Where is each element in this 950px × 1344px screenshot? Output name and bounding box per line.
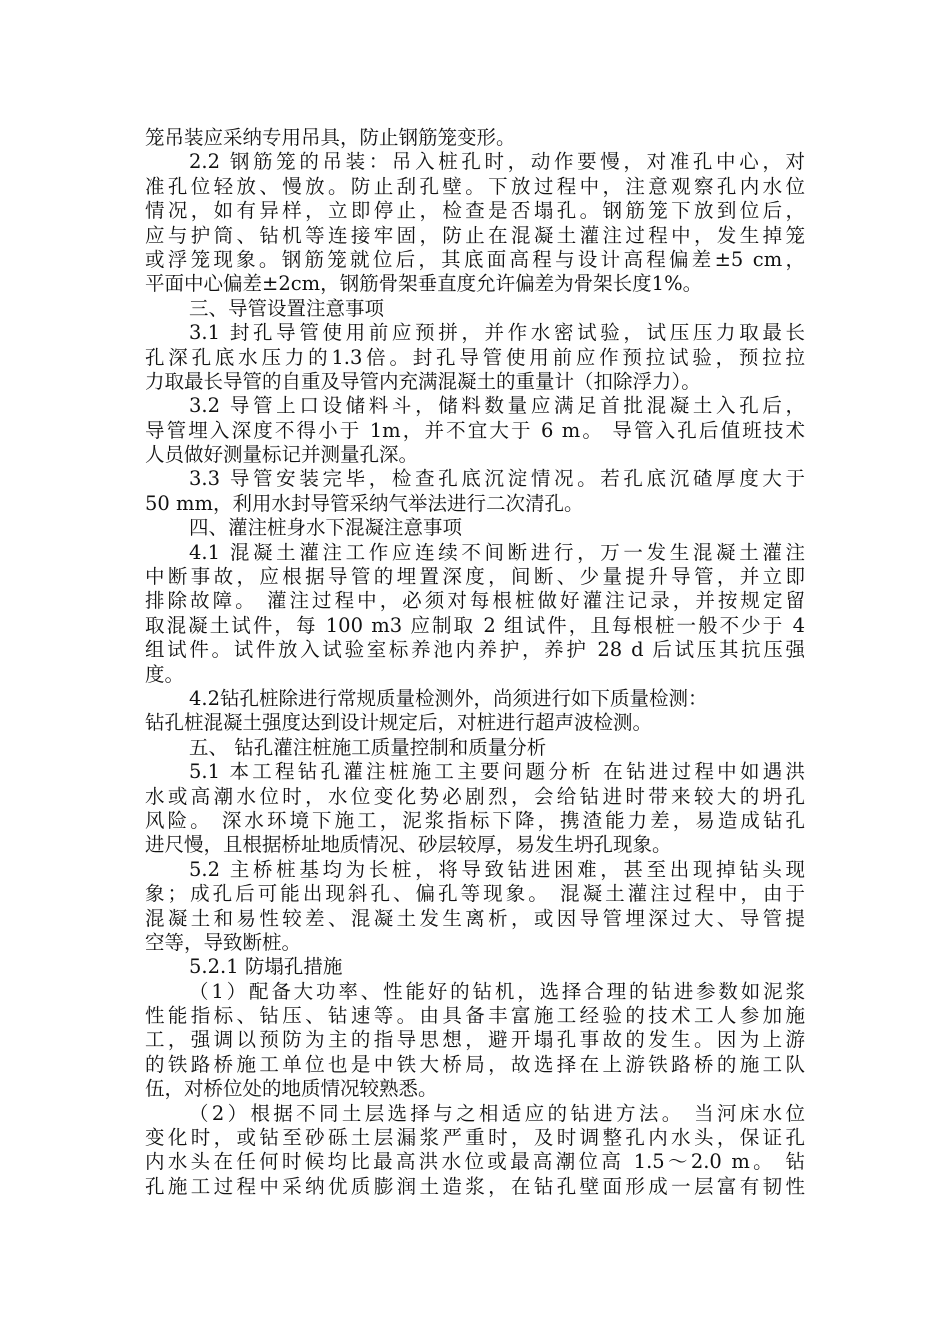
text-line: 水或高潮水位时，水位变化势必剧烈，会给钻进时带来较大的坍孔 (145, 784, 805, 808)
text-line: 空等，导致断桩。 (145, 930, 302, 954)
text-line: 5.1 本工程钻孔灌注桩施工主要问题分析 在钻进过程中如遇洪 (189, 760, 805, 784)
text-line: 3.1 封孔导管使用前应预拼，并作水密试验，试压压力取最长 (189, 321, 805, 345)
document-page (145, 126, 805, 1199)
text-line: 象；成孔后可能出现斜孔、偏孔等现象。 混凝土灌注过程中，由于 (145, 882, 805, 906)
text-line: 变化时，或钻至砂砾土层漏浆严重时，及时调整孔内水头，保证孔 (145, 1126, 805, 1150)
text-line: 进尺慢，且根据桥址地质情况、砂层较厚，易发生坍孔现象。 (145, 833, 672, 857)
text-line: 3.2 导管上口设储料斗，储料数量应满足首批混凝土入孔后， (189, 394, 805, 418)
text-line: 中断事故，应根据导管的埋置深度，间断、少量提升导管，并立即 (145, 565, 805, 589)
text-line: 内水头在任何时候均比最高洪水位或最高潮位高 1.5～2.0 m。 钻 (145, 1150, 805, 1174)
text-line: 平面中心偏差±2cm，钢筋骨架垂直度允许偏差为骨架长度1%。 (145, 272, 703, 296)
text-line: 或浮笼现象。钢筋笼就位后，其底面高程与设计高程偏差±5 cm， (145, 247, 805, 271)
text-line: 3.3 导管安装完毕，检查孔底沉淀情况。若孔底沉碴厚度大于 (189, 467, 805, 491)
text-line: 度。 (145, 662, 185, 686)
text-line: 应与护筒、钻机等连接牢固，防止在混凝土灌注过程中，发生掉笼 (145, 223, 805, 247)
text-line: 四、灌注桩身水下混凝注意事项 (189, 516, 463, 540)
text-line: 5.2.1 防塌孔措施 (189, 955, 343, 979)
text-line: 五、 钻孔灌注桩施工质量控制和质量分析 (189, 735, 547, 759)
text-line: 的铁路桥施工单位也是中铁大桥局，故选择在上游铁路桥的施工队 (145, 1052, 805, 1076)
text-line: 性能指标、钻压、钻速等。由具备丰富施工经验的技术工人参加施 (145, 1004, 805, 1028)
text-line: 4.1 混凝土灌注工作应连续不间断进行，万一发生混凝土灌注 (189, 540, 805, 564)
text-line: 孔施工过程中采纳优质膨润土造浆，在钻孔壁面形成一层富有韧性 (145, 1174, 805, 1198)
text-line: 风险。 深水环境下施工，泥浆指标下降，携渣能力差，易造成钻孔 (145, 808, 805, 832)
text-line: 2.2 钢筋笼的吊装：吊入桩孔时，动作要慢，对准孔中心，对 (189, 150, 805, 174)
text-line: 力取最长导管的自重及导管内充满混凝土的重量计（扣除浮力）。 (145, 369, 701, 393)
text-line: 孔深孔底水压力的1.3倍。封孔导管使用前应作预拉试验，预拉拉 (145, 345, 805, 369)
text-line: 混凝土和易性较差、混凝土发生离析，或因导管埋深过大、导管提 (145, 906, 805, 930)
text-line: 三、导管设置注意事项 (189, 296, 385, 320)
text-line: 取混凝土试件，每 100 m3 应制取 2 组试件，且每根桩一般不少于 4 (145, 613, 805, 637)
text-line: （1）配备大功率、性能好的钻机，选择合理的钻进参数如泥浆 (189, 979, 805, 1003)
text-line: 组试件。试件放入试验室标养池内养护，养护 28 d 后试压其抗压强 (145, 638, 805, 662)
text-line: 排除故障。 灌注过程中，必须对每根桩做好灌注记录，并按规定留 (145, 589, 805, 613)
text-line: 工，强调以预防为主的指导思想，避开塌孔事故的发生。因为上游 (145, 1028, 805, 1052)
text-line: 准孔位轻放、慢放。防止刮孔壁。下放过程中，注意观察孔内水位 (145, 174, 805, 198)
text-line: 4.2钻孔桩除进行常规质量检测外，尚须进行如下质量检测： (189, 686, 708, 710)
text-line: 情况，如有异样，立即停止，检查是否塌孔。钢筋笼下放到位后， (145, 199, 805, 223)
text-line: 钻孔桩混凝土强度达到设计规定后，对桩进行超声波检测。 (145, 711, 653, 735)
text-line: 导管埋入深度不得小于 1m，并不宜大于 6 m。 导管入孔后值班技术 (145, 418, 805, 442)
text-line: 5.2 主桥桩基均为长桩，将导致钻进困难，甚至出现掉钻头现 (189, 857, 805, 881)
text-line: 笼吊装应采纳专用吊具，防止钢筋笼变形。 (145, 126, 516, 149)
text-line: （2）根据不同土层选择与之相适应的钻进方法。 当河床水位 (189, 1101, 805, 1125)
text-line: 50 mm，利用水封导管采纳气举法进行二次清孔。 (145, 491, 584, 515)
text-line: 伍，对桥位处的地质情况较熟悉。 (145, 1077, 438, 1101)
text-line: 人员做好测量标记并测量孔深。 (145, 443, 419, 467)
